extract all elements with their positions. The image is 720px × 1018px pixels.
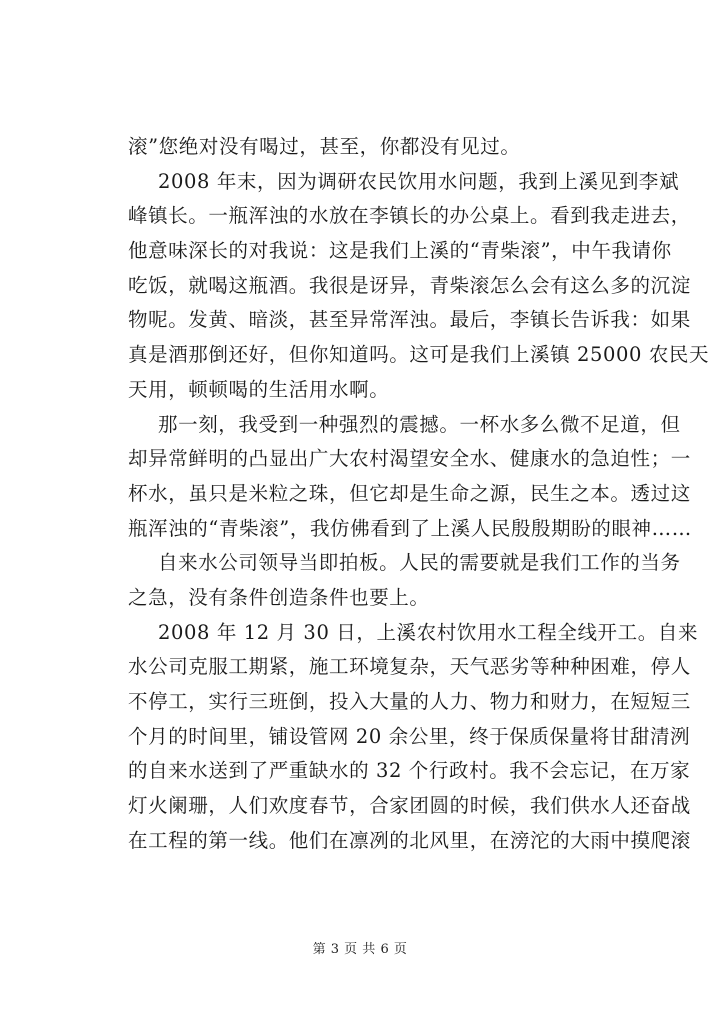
text-line: 水公司克服工期紧，施工环境复杂，天气恶劣等种种困难，停人 [128, 655, 691, 679]
page-number-footer: 第 3 页 共 6 页 [312, 942, 408, 957]
text-line: 杯水，虽只是米粒之珠，但它却是生命之源，民生之本。透过这 [128, 481, 691, 505]
text-line: 灯火阑珊，人们欢度春节，合家团圆的时候，我们供水人还奋战 [128, 794, 691, 818]
text-line: 不停工，实行三班倒，投入大量的人力、物力和财力，在短短三 [128, 690, 691, 713]
text-line: 个月的时间里，铺设管网 20 余公里，终于保质保量将甘甜清洌 [128, 724, 691, 748]
text-line: 那一刻，我受到一种强烈的震撼。一杯水多么微不足道，但 [158, 412, 681, 436]
text-line: 滚”您绝对没有喝过，甚至，你都没有见过。 [128, 135, 521, 158]
text-line: 却异常鲜明的凸显出广大农村渴望安全水、健康水的急迫性；一 [128, 447, 691, 471]
text-line: 的自来水送到了严重缺水的 32 个行政村。我不会忘记，在万家 [128, 759, 691, 783]
text-line: 2008 年末，因为调研农民饮用水问题，我到上溪见到李斌 [158, 169, 680, 193]
text-line: 他意味深长的对我说：这是我们上溪的“青柴滚”，中午我请你 [128, 239, 672, 263]
text-line: 自来水公司领导当即拍板。人民的需要就是我们工作的当务 [158, 551, 681, 575]
text-line: 物呢。发黄、暗淡，甚至异常浑浊。最后，李镇长告诉我：如果 [128, 308, 691, 332]
text-line: 吃饭，就喝这瓶酒。我很是讶异，青柴滚怎么会有这么多的沉淀 [128, 273, 691, 297]
text-line: 瓶浑浊的“青柴滚”，我仿佛看到了上溪人民殷殷期盼的眼神…… [128, 516, 692, 540]
text-line: 之急，没有条件创造条件也要上。 [128, 585, 430, 609]
text-line: 2008 年 12 月 30 日，上溪农村饮用水工程全线开工。自来 [158, 620, 699, 644]
text-line: 峰镇长。一瓶浑浊的水放在李镇长的办公桌上。看到我走进去， [128, 204, 691, 228]
text-line: 在工程的第一线。他们在凛冽的北风里，在滂沱的大雨中摸爬滚 [128, 828, 691, 852]
text-line: 天用，顿顿喝的生活用水啊。 [128, 377, 390, 401]
text-line: 真是酒那倒还好，但你知道吗。这可是我们上溪镇 25000 农民天 [128, 343, 710, 367]
body-text [128, 130, 710, 858]
